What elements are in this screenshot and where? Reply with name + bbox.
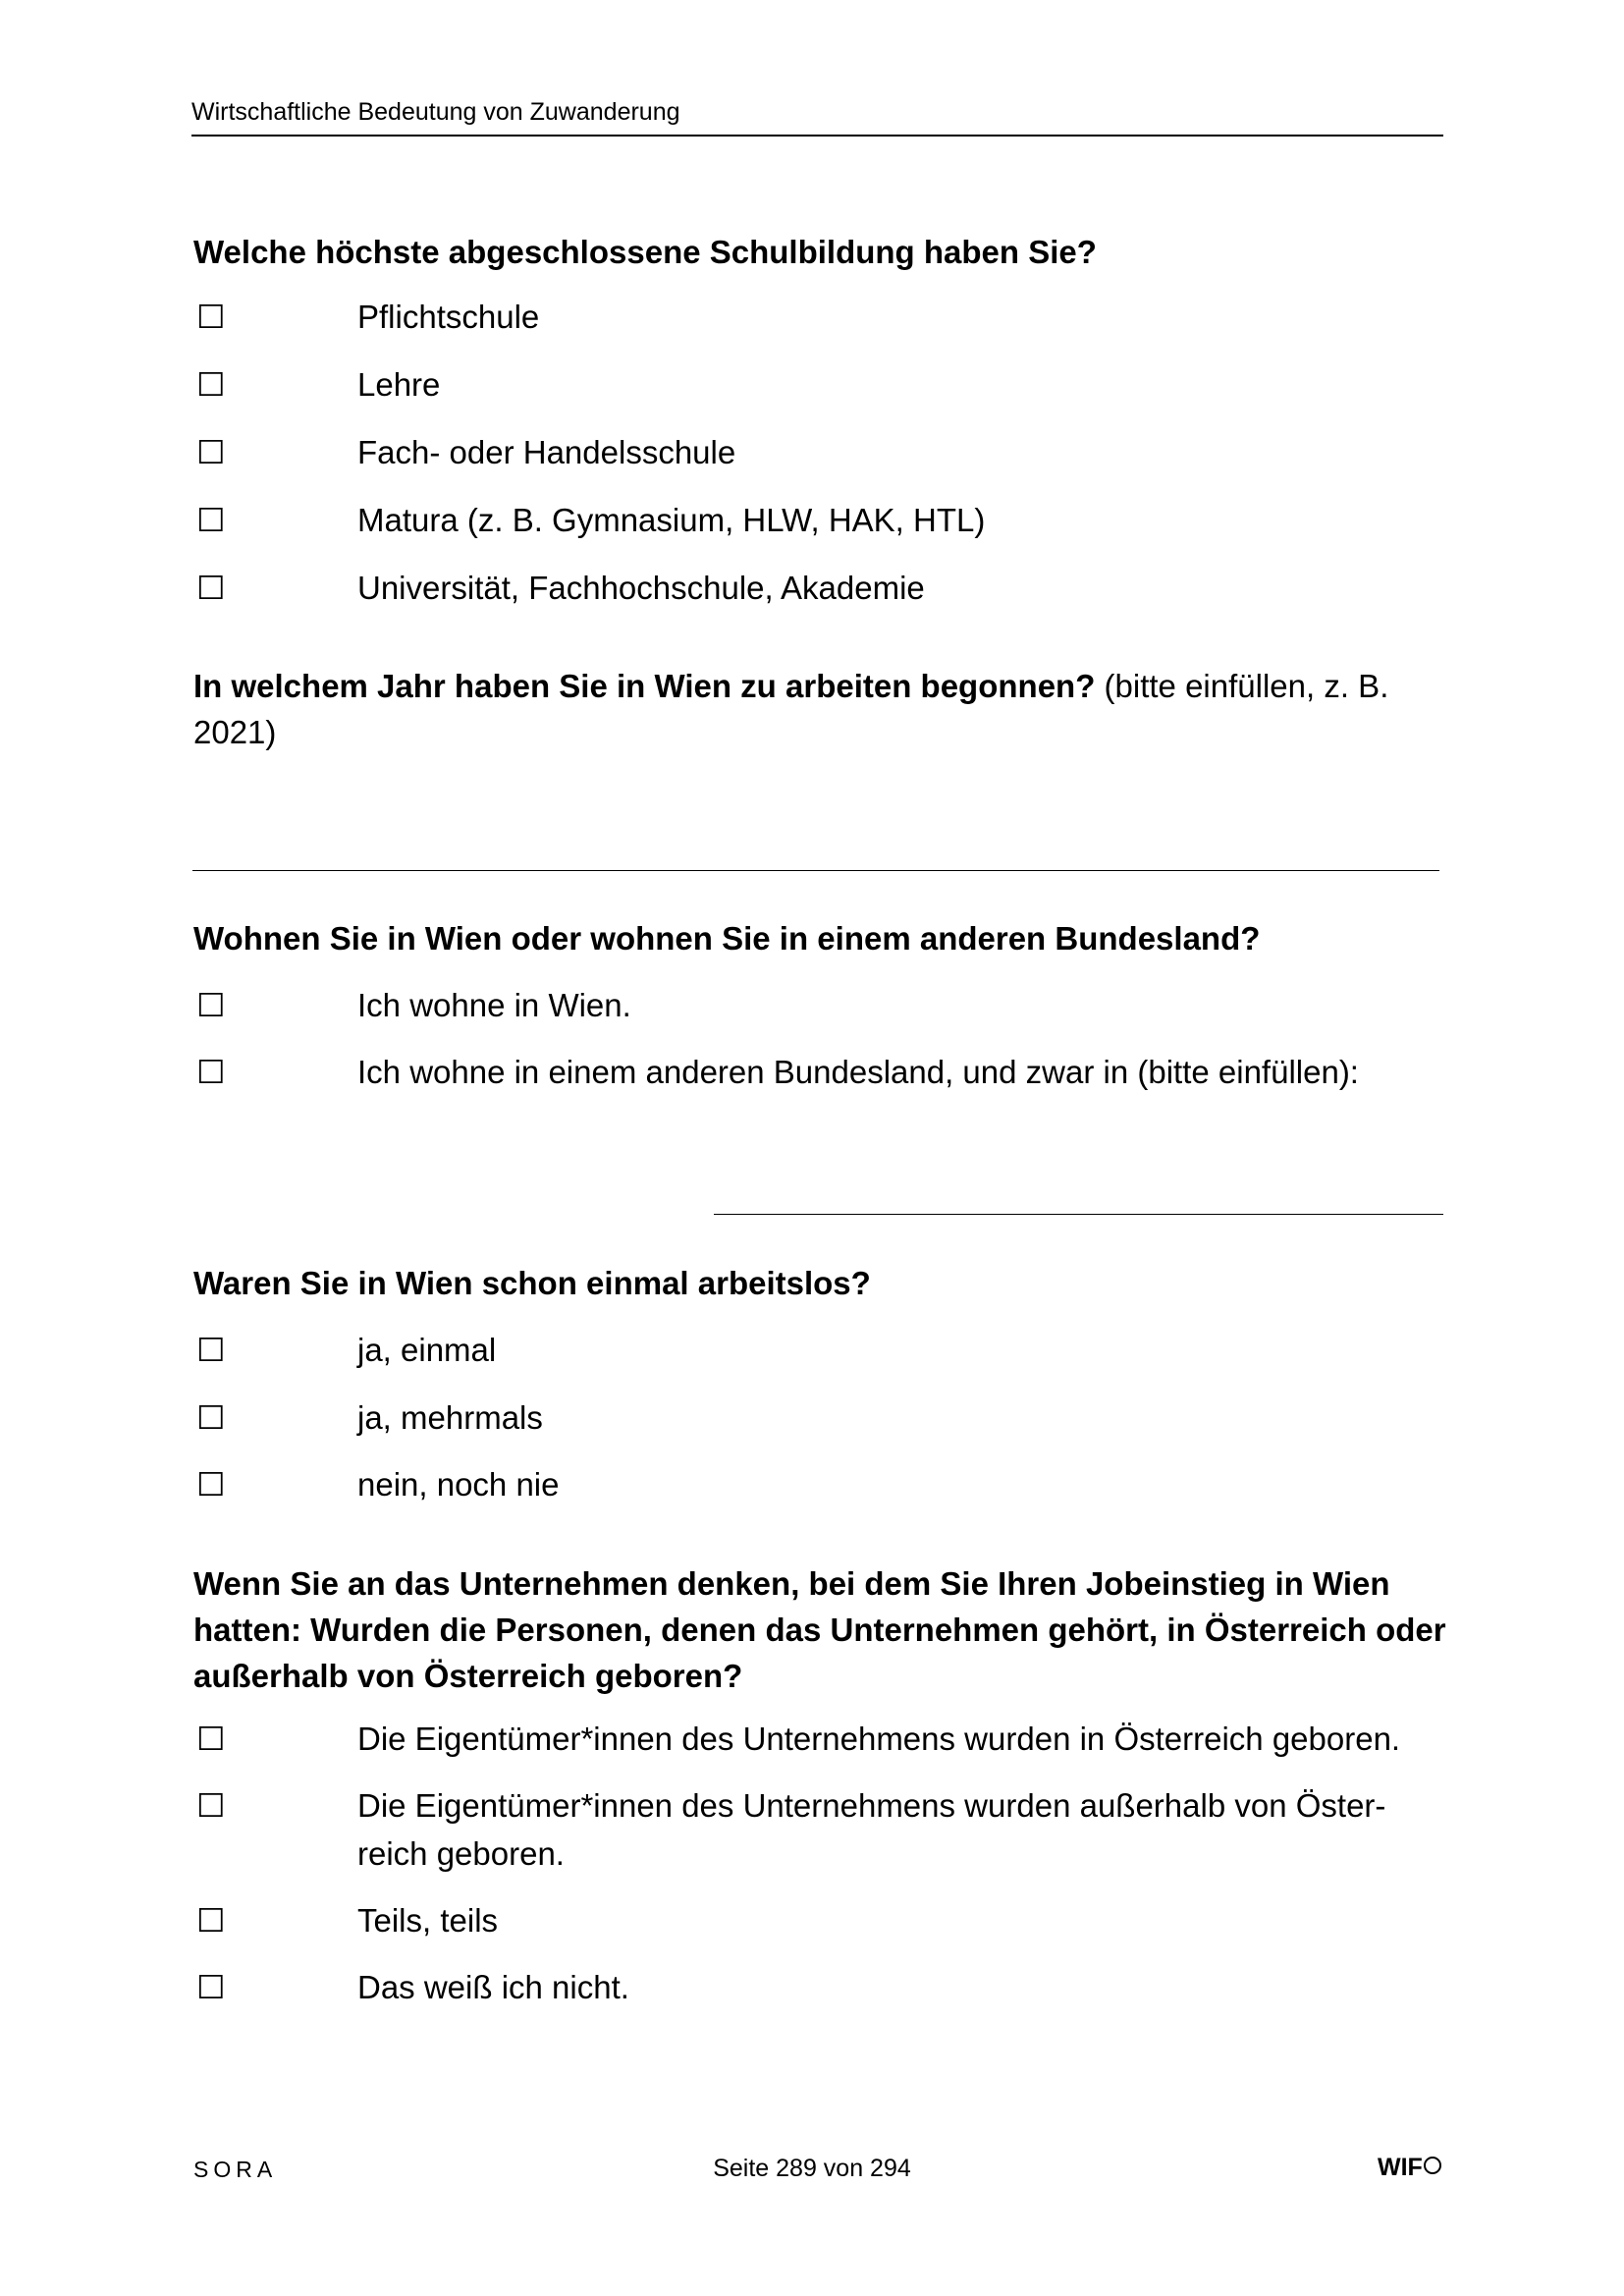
checkbox-anderes-bundesland[interactable]: ☐ — [196, 1054, 226, 1090]
option-label: Matura (z. B. Gymnasium, HLW, HAK, HTL) — [357, 502, 986, 538]
checkbox-matura[interactable]: ☐ — [196, 502, 226, 538]
checkbox-teils[interactable]: ☐ — [196, 1902, 226, 1939]
question-instruction: (bitte einfüllen, z. B. 2021) — [193, 668, 1389, 750]
checkbox-noch-nie[interactable]: ☐ — [196, 1466, 226, 1503]
checkbox-mehrmals[interactable]: ☐ — [196, 1399, 226, 1436]
page-number: Seite 289 von 294 — [713, 2155, 911, 2182]
checkbox-einmal[interactable]: ☐ — [196, 1332, 226, 1368]
question-wohnort: Wohnen Sie in Wien oder wohnen Sie in einem anderen Bundesland? — [193, 920, 1261, 957]
header-divider — [191, 135, 1443, 137]
question-arbeitsbeginn — [193, 663, 1450, 755]
question-arbeitslos: Waren Sie in Wien schon einmal arbeitslos? — [193, 1265, 871, 1301]
option-label: Lehre — [357, 366, 441, 403]
question-schulbildung: Welche höchste abgeschlossene Schulbildung haben Sie? — [193, 234, 1097, 270]
checkbox-lehre[interactable]: ☐ — [196, 366, 226, 403]
option-label: Fach- oder Handelsschule — [357, 434, 736, 470]
option-label: Die Eigentümer*innen des Unternehmens wurden in Österreich geboren. — [357, 1721, 1401, 1757]
footer-sora: SORA — [193, 2157, 278, 2182]
option-label: Teils, teils — [357, 1902, 499, 1939]
option-label: Universität, Fachhochschule, Akademie — [357, 570, 925, 606]
option-label: Die Eigentümer*innen des Unternehmens wurden außerhalb von Öster-reich geboren. — [357, 1787, 1386, 1872]
header-title: Wirtschaftliche Bedeutung von Zuwanderung — [191, 98, 680, 126]
wifo-logo — [1378, 2154, 1441, 2182]
question-text-bold: In welchem Jahr haben Sie in Wien zu arbeiten begonnen? — [193, 668, 1096, 704]
checkbox-weiss-nicht[interactable]: ☐ — [196, 1969, 226, 2005]
option-label: Pflichtschule — [357, 299, 540, 335]
bundesland-answer-line[interactable] — [714, 1214, 1443, 1215]
option-label: nein, noch nie — [357, 1466, 560, 1503]
year-answer-line[interactable] — [192, 870, 1439, 871]
option-label: Das weiß ich nicht. — [357, 1969, 629, 2005]
wifo-logo-o-icon — [1424, 2157, 1441, 2174]
checkbox-in-oesterreich[interactable]: ☐ — [196, 1721, 226, 1757]
wifo-logo-text: WIF — [1378, 2154, 1423, 2181]
option-label: ja, mehrmals — [357, 1399, 543, 1436]
checkbox-pflichtschule[interactable]: ☐ — [196, 299, 226, 335]
question-unternehmen-eigentuemer: Wenn Sie an das Unternehmen denken, bei dem Sie Ihren Jobeinstieg in Wien hatten: Wurden die Personen, denen das Unternehmen gehört, in Österreich oder außerhalb von Österreich geboren? — [193, 1565, 1446, 1694]
checkbox-universitaet[interactable]: ☐ — [196, 570, 226, 606]
option-label: ja, einmal — [357, 1332, 497, 1368]
checkbox-fachschule[interactable]: ☐ — [196, 434, 226, 470]
option-label: Ich wohne in Wien. — [357, 987, 631, 1023]
option-label: Ich wohne in einem anderen Bundesland, und zwar in (bitte einfüllen): — [357, 1054, 1359, 1090]
checkbox-wohne-wien[interactable]: ☐ — [196, 987, 226, 1023]
checkbox-ausserhalb[interactable]: ☐ — [196, 1787, 226, 1824]
